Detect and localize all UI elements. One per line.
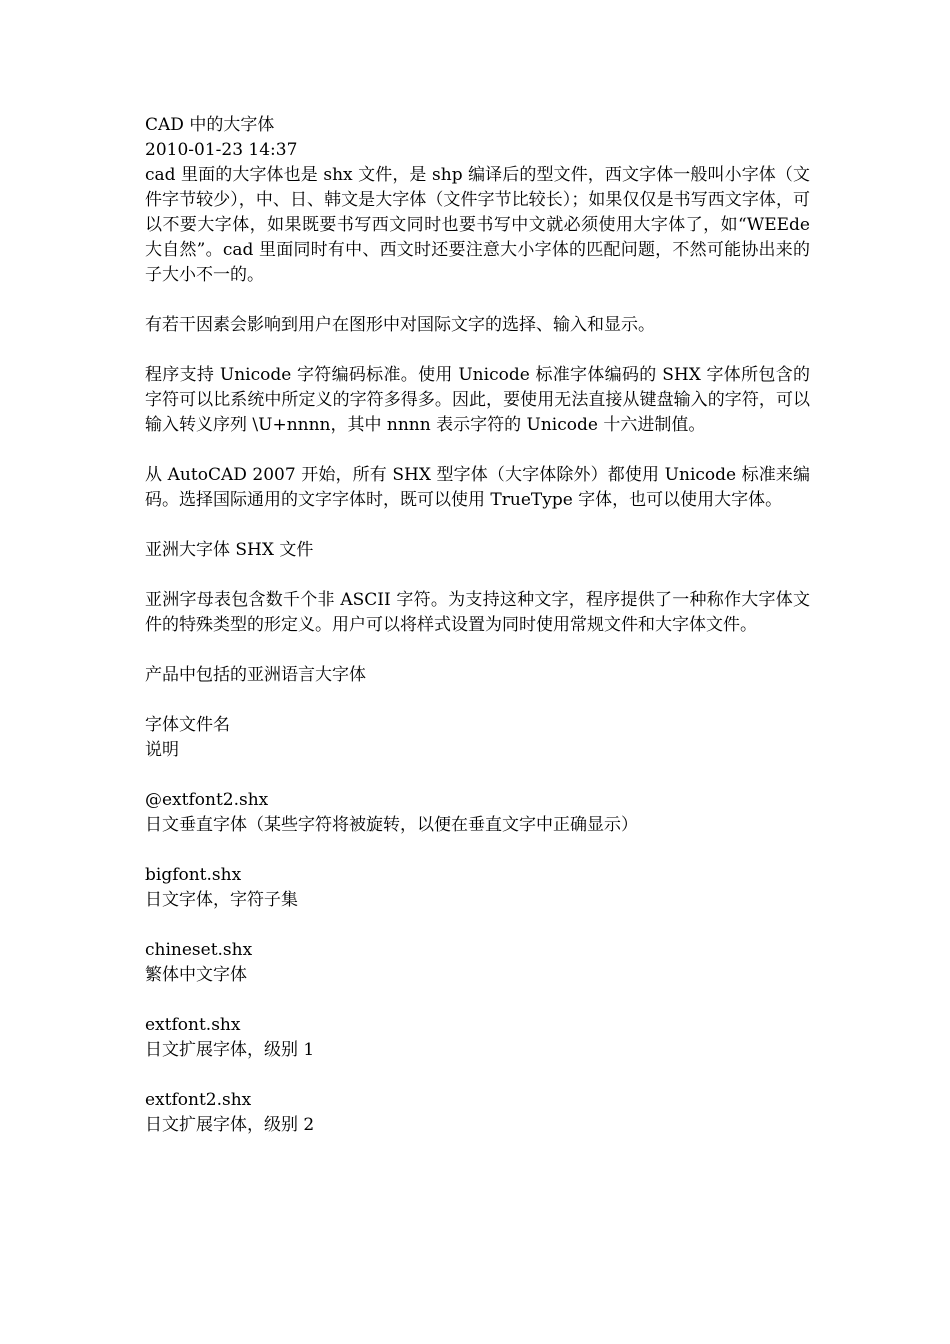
paragraph-intro: cad 里面的大字体也是 shx 文件，是 shp 编译后的型文件，西文字体一般叫小字体（文件字节较少），中、日、韩文是大字体（文件字节比较长）；如果仅仅是书写西文字体，可以不要大字体，如果既要书写西文同时也要书写中文就必须使用大字体了，如“WEEde 大自然”。cad 里面同时有中、西文时还要注意大小字体的匹配问题，不然可能协出来的子大小不一的。 xyxy=(145,165,810,285)
font-table-row xyxy=(145,788,810,838)
font-description: 日文字体，字符子集 xyxy=(145,890,298,910)
font-description: 日文扩展字体，级别 2 xyxy=(145,1115,315,1135)
font-file-name: extfont.shx xyxy=(145,1015,241,1035)
font-file-name: @extfont2.shx xyxy=(145,790,269,810)
font-description: 繁体中文字体 xyxy=(145,965,247,985)
font-description: 日文垂直字体（某些字符将被旋转，以便在垂直文字中正确显示） xyxy=(145,815,638,835)
column-header-description: 说明 xyxy=(145,740,179,760)
paragraph-unicode: 程序支持 Unicode 字符编码标准。使用 Unicode 标准字体编码的 SHX 字体所包含的字符可以比系统中所定义的字符多得多。因此，要使用无法直接从键盘输入的字符，可以输入转义序列 \U+nnnn，其中 nnnn 表示字符的 Unicode 十六进制值。 xyxy=(145,365,810,435)
font-table-row xyxy=(145,863,810,913)
font-table-row xyxy=(145,1013,810,1063)
font-table-header xyxy=(145,713,810,763)
font-table-row xyxy=(145,938,810,988)
paragraph-factors: 有若干因素会影响到用户在图形中对国际文字的选择、输入和显示。 xyxy=(145,315,655,335)
font-file-name: bigfont.shx xyxy=(145,865,242,885)
paragraph-autocad-2007: 从 AutoCAD 2007 开始，所有 SHX 型字体（大字体除外）都使用 Unicode 标准来编码。选择国际通用的文字字体时，既可以使用 TrueType 字体，也可以使用大字体。 xyxy=(145,465,810,510)
font-file-name: chineset.shx xyxy=(145,940,253,960)
font-description: 日文扩展字体，级别 1 xyxy=(145,1040,315,1060)
column-header-font-file: 字体文件名 xyxy=(145,715,230,735)
document-date: 2010-01-23 14:37 xyxy=(145,140,298,160)
font-table-row xyxy=(145,1088,810,1138)
document-title: CAD 中的大字体 xyxy=(145,115,275,135)
document-page xyxy=(145,113,810,1163)
document-header xyxy=(145,113,810,163)
paragraph-asian-alphabet: 亚洲字母表包含数千个非 ASCII 字符。为支持这种文字，程序提供了一种称作大字体文件的特殊类型的形定义。用户可以将样式设置为同时使用常规文件和大字体文件。 xyxy=(145,590,810,635)
section-heading-included-bigfonts: 产品中包括的亚洲语言大字体 xyxy=(145,665,366,685)
section-heading-asian-bigfont: 亚洲大字体 SHX 文件 xyxy=(145,540,314,560)
font-file-name: extfont2.shx xyxy=(145,1090,252,1110)
